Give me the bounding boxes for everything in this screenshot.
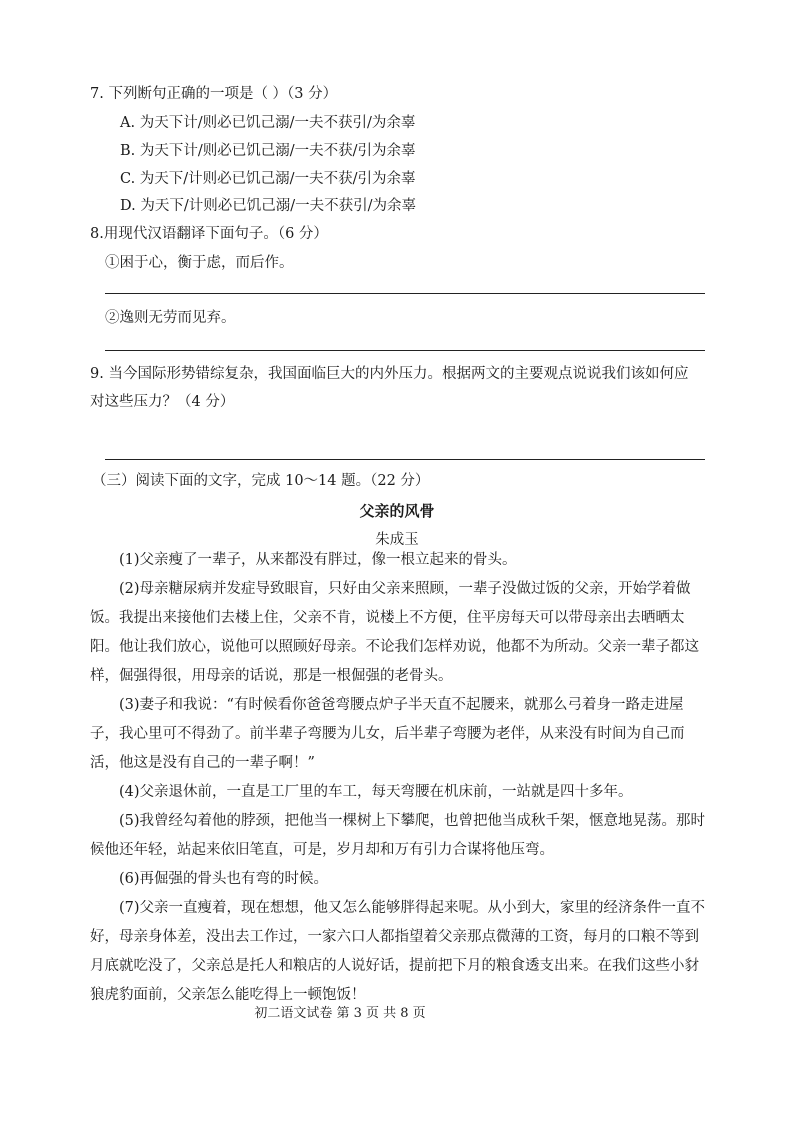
page-footer: 初二语文试卷 第 3 页 共 8 页	[254, 1006, 426, 1021]
q7-option-d: D. 为天下/计则必已饥己溺/一夫不获引/为余辜	[120, 198, 416, 214]
paragraph: (5)我曾经勾着他的脖颈，把他当一棵树上下攀爬，也曾把他当成秋千架，惬意地晃荡。那时候他还年轻，站起来依旧笔直，可是，岁月却和万有引力合谋将他压弯。	[90, 813, 706, 858]
paragraph: (6)再倔强的骨头也有弯的时候。	[119, 871, 329, 887]
q9-stem-line2: 对这些压力？（4 分）	[90, 394, 235, 410]
q8-item-2: ②逸则无劳而见弃。	[105, 310, 236, 326]
q8-stem: 8.用现代汉语翻译下面句子。（6 分）	[90, 226, 328, 242]
paragraph: (1)父亲瘦了一辈子，从来都没有胖过，像一根立起来的骨头。	[119, 552, 517, 568]
article-author: 朱成玉	[375, 532, 419, 548]
section-heading: （三）阅读下面的文字，完成 10～14 题。（22 分）	[92, 473, 430, 489]
q8-item-1: ①困于心，衡于虑，而后作。	[105, 255, 294, 271]
answer-line	[105, 459, 705, 460]
q7-stem: 7. 下列断句正确的一项是（ ）（3 分）	[90, 86, 338, 102]
q7-option-c: C. 为天下/计则必已饥己溺/一夫不获/引为余辜	[120, 171, 416, 187]
q7-option-b: B. 为天下计/则必已饥己溺/一夫不获/引为余辜	[120, 143, 416, 159]
paragraph: (7)父亲一直瘦着，现在想想，他又怎么能够胖得起来呢。从小到大，家里的经济条件一直不好，母亲身体差，没出去工作过，一家六口人都指望着父亲那点微薄的工资，每月的口粮不等到月底就吃没了，父亲总是托人和粮店的人说好话，提前把下月的粮食透支出来。在我们这些小豺狼虎豹面前，父亲怎么能吃得上一顿饱饭！	[90, 900, 706, 1003]
paragraph: (3)妻子和我说：“有时候看你爸爸弯腰点炉子半天直不起腰来，就那么弓着身一路走进屋子，我心里可不得劲了。前半辈子弯腰为儿女，后半辈子弯腰为老伴，从来没有时间为自己而活，他这是没有自己的一辈子啊！”	[90, 697, 685, 771]
article-title: 父亲的风骨	[359, 502, 435, 520]
answer-line	[105, 350, 705, 351]
q7-option-a: A. 为天下计/则必已饥己溺/一夫不获引/为余辜	[120, 115, 416, 131]
article-body	[90, 546, 710, 1010]
paragraph: (4)父亲退休前，一直是工厂里的车工，每天弯腰在机床前，一站就是四十多年。	[119, 784, 633, 800]
answer-line	[105, 293, 705, 294]
paragraph: (2)母亲糖尿病并发症导致眼盲，只好由父亲来照顾，一辈子没做过饭的父亲，开始学着做饭。我提出来接他们去楼上住，父亲不肯，说楼上不方便，住平房每天可以带母亲出去晒晒太阳。他让我们放心，说他可以照顾好母亲。不论我们怎样劝说，他都不为所动。父亲一辈子都这样，倔强得很，用母亲的话说，那是一根倔强的老骨头。	[90, 581, 699, 684]
q9-stem-line1: 9. 当今国际形势错综复杂，我国面临巨大的内外压力。根据两文的主要观点说说我们该如何应	[90, 366, 689, 382]
